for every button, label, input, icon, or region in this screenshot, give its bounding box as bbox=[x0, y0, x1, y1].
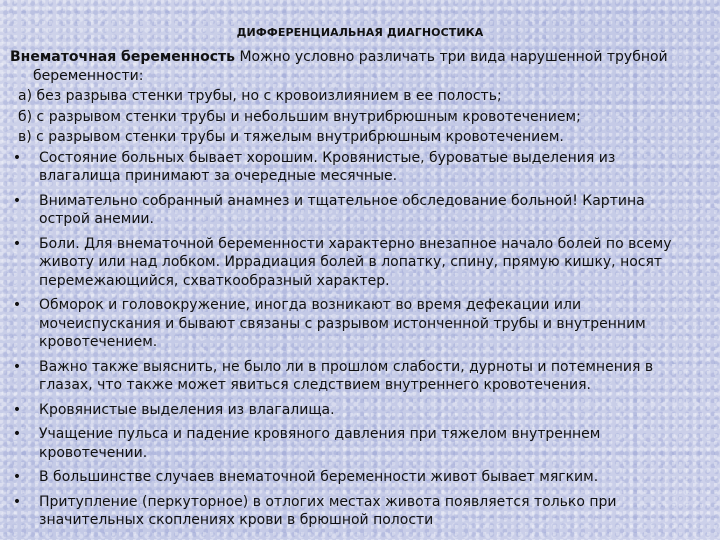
list-item bbox=[10, 235, 700, 291]
list-item bbox=[10, 296, 700, 352]
variant-c: в) с разрывом стенки трубы и тяжелым внутрибрюшным кровотечением. bbox=[18, 129, 564, 145]
list-item-text: Кровянистые выделения из влагалища. bbox=[39, 401, 335, 418]
list-item bbox=[10, 149, 700, 186]
variant-b: б) с разрывом стенки трубы и небольшим внутрибрюшным кровотечением; bbox=[18, 108, 581, 125]
list-item bbox=[10, 192, 700, 229]
list-item-text: Состояние больных бывает хорошим. Кровянистые, буроватые выделения из влагалища принимают за очередные месячные. bbox=[39, 149, 616, 184]
list-item bbox=[10, 401, 700, 420]
intro-text: Можно условно различать три вида нарушенной трубной bbox=[235, 49, 668, 65]
list-item-text: Обморок и головокружение, иногда возникают во время дефекации или мочеиспускания и бывают связаны с разрывом истонченной трубы и внутренним кровотечением. bbox=[39, 297, 646, 350]
bullet-icon: • bbox=[12, 426, 22, 442]
list-item bbox=[10, 358, 700, 395]
list-item-text: Учащение пульса и падение кровяного давления при тяжелом внутреннем кровотечении. bbox=[39, 426, 601, 461]
intro-paragraph bbox=[10, 48, 700, 85]
bullet-icon: • bbox=[12, 358, 22, 375]
bullet-icon: • bbox=[12, 192, 22, 209]
bullet-icon: • bbox=[12, 149, 22, 166]
list-item bbox=[10, 468, 700, 487]
bullet-icon: • bbox=[12, 401, 22, 418]
bullet-icon: • bbox=[12, 493, 22, 510]
list-item bbox=[10, 425, 700, 462]
bullet-icon: • bbox=[12, 469, 22, 485]
symptom-list bbox=[10, 149, 700, 530]
list-item-text: Притупление (перкуторное) в отлогих местах живота появляется только при значительных скоплениях крови в брюшной полости bbox=[39, 493, 617, 528]
intro-text-continued: беременности: bbox=[33, 67, 144, 84]
list-item-text: Внимательно собранный анамнез и тщательное обследование больной! Картина острой анемии. bbox=[39, 192, 645, 227]
slide-title: ДИФФЕРЕНЦИАЛЬНАЯ ДИАГНОСТИКА bbox=[236, 26, 484, 39]
intro-bold-term: Внематочная беременность bbox=[10, 49, 236, 65]
list-item-text: Боли. Для внематочной беременности характерно внезапное начало болей по всему животу или над лобком. Иррадиация болей в лопатку, спину, прямую кишку, носят перемежающийся, схваткообразный характер. bbox=[39, 235, 672, 289]
bullet-icon: • bbox=[12, 235, 22, 252]
slide-content bbox=[10, 48, 700, 530]
variant-a: а) без разрыва стенки трубы, но с кровоизлиянием в ее полость; bbox=[18, 88, 502, 104]
bullet-icon: • bbox=[12, 297, 22, 313]
list-item-text: Важно также выяснить, не было ли в прошлом слабости, дурноты и потемнения в глазах, что также может явиться следствием внутреннего кровотечения. bbox=[39, 358, 654, 393]
list-item bbox=[10, 493, 700, 530]
list-item-text: В большинстве случаев внематочной беременности живот бывает мягким. bbox=[39, 469, 599, 485]
